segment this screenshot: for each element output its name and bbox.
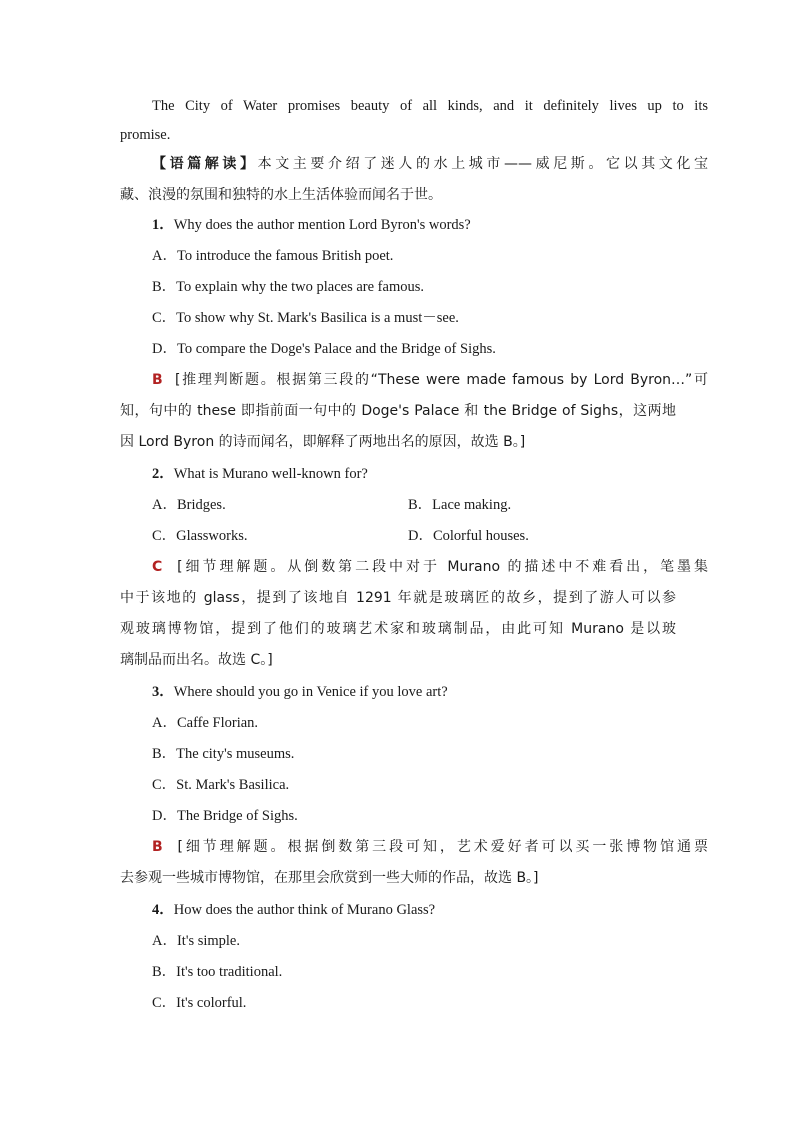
question-4 [152,900,708,920]
question-text: Why does the author mention Lord Byron's words? [173,217,471,233]
explanation-text: [细节理解题。根据倒数第三段可知，艺术爱好者可以买一张博物馆通票 [177,839,708,855]
summary-text: 藏、浪漫的氛围和独特的水上生活体验而闻名于世。 [120,187,442,203]
explanation-line [152,370,708,390]
explanation-text: [推理判断题。根据第三段的“These were made famous by Lord Byron…”可 [175,372,708,388]
question-number: 2． [152,466,174,482]
explanation-line: 中于该地的 glass，提到了该地自 1291 年就是玻璃匠的故乡，提到了游人可以参 [120,590,676,606]
option-c: C．Glassworks. [152,528,248,544]
option-a: A．It's simple. [152,933,240,949]
option-b: B．It's too traditional. [152,964,283,980]
option-a: A．Caffe Florian. [152,715,259,731]
question-number: 3． [152,684,174,700]
summary-paragraph [152,154,708,174]
summary-label: 【语篇解读】 [152,156,258,172]
option-a: A．Bridges. [152,497,226,513]
explanation-line: 知，句中的 these 即指前面一句中的 Doge's Palace 和 the Bridge of Sighs，这两地 [120,403,676,419]
option-c: C．It's colorful. [152,995,247,1011]
explanation-line: 因 Lord Byron 的诗而闻名，即解释了两地出名的原因，故选 B。] [120,434,526,450]
question-number: 1． [152,217,174,233]
question-3 [152,682,708,702]
summary-text: 本文主要介绍了迷人的水上城市——威尼斯。它以其文化宝 [257,156,709,172]
question-number: 4． [152,902,174,918]
answer-key: B [152,839,163,855]
option-d: D．Colorful houses. [408,528,529,544]
answer-key: B [152,372,163,388]
question-text: Where should you go in Venice if you love art? [173,684,448,700]
explanation-line: 去参观一些城市博物馆，在那里会欣赏到一些大师的作品，故选 B。] [120,870,539,886]
option-b: B．Lace making. [408,497,512,513]
option-d: D．The Bridge of Sighs. [152,808,298,824]
option-c: C．To show why St. Mark's Basilica is a must－see. [152,310,459,326]
explanation-line [152,837,708,857]
option-d: D．To compare the Doge's Palace and the Bridge of Sighs. [152,341,496,357]
passage-line: promise. [120,127,171,143]
option-b: B．To explain why the two places are famous. [152,279,424,295]
option-b: B．The city's museums. [152,746,295,762]
explanation-line: 观玻璃博物馆，提到了他们的玻璃艺术家和玻璃制品，由此可知 Murano 是以玻 [120,621,676,637]
option-c: C．St. Mark's Basilica. [152,777,290,793]
explanation-line: 璃制品而出名。故选 C。] [120,652,273,668]
question-2 [152,464,708,484]
explanation-line [152,557,708,577]
question-text: How does the author think of Murano Glass? [173,902,436,918]
option-a: A．To introduce the famous British poet. [152,248,394,264]
passage-line: The City of Water promises beauty of all kinds, and it definitely lives up to its [152,98,708,114]
question-1 [152,215,708,235]
explanation-text: [细节理解题。从倒数第二段中对于 Murano 的描述中不难看出，笔墨集 [177,559,708,575]
question-text: What is Murano well-known for? [173,466,368,482]
answer-key: C [152,559,163,575]
